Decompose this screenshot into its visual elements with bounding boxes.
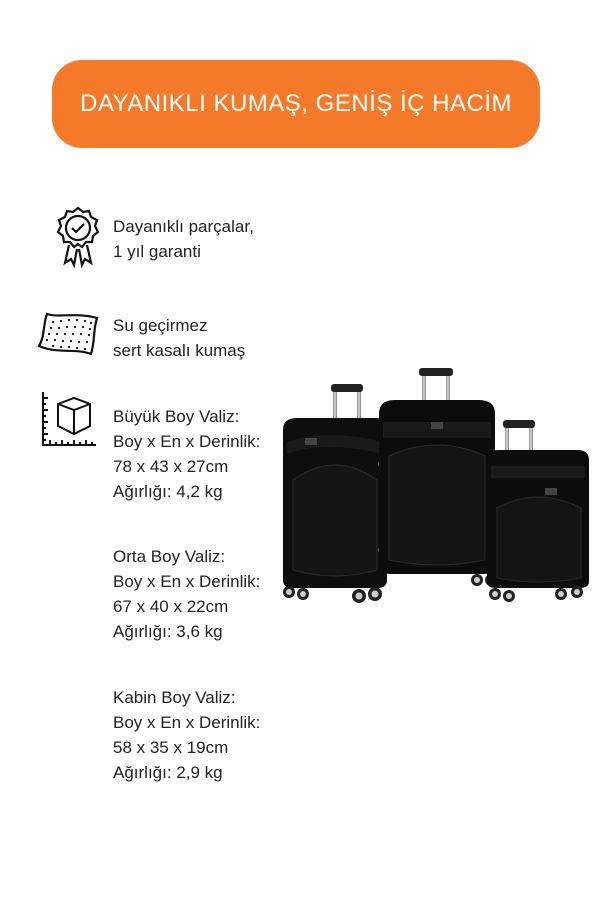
feature-fabric-text	[113, 313, 245, 363]
luggage-set-image	[265, 360, 595, 610]
large-suitcase-spec	[113, 404, 260, 504]
spec-title: Orta Boy Valiz:	[113, 547, 226, 566]
feature-line: Dayanıklı parçalar,	[113, 217, 254, 236]
spec-dimensions: 78 x 43 x 27cm	[113, 457, 229, 476]
spec-title: Kabin Boy Valiz:	[113, 688, 236, 707]
headline-banner	[52, 60, 540, 148]
spec-title: Büyük Boy Valiz:	[113, 407, 240, 426]
feature-line: Su geçirmez	[113, 316, 208, 335]
box-dimensions-icon	[38, 390, 98, 450]
spec-dimensions: 67 x 40 x 22cm	[113, 597, 229, 616]
spec-dimension-label: Boy x En x Derinlik:	[113, 432, 261, 451]
spec-dimension-label: Boy x En x Derinlik:	[113, 713, 261, 732]
spec-dimension-label: Boy x En x Derinlik:	[113, 572, 261, 591]
feature-warranty-text	[113, 214, 254, 264]
spec-weight: Ağırlığı: 4,2 kg	[113, 482, 223, 501]
spec-weight: Ağırlığı: 2,9 kg	[113, 763, 223, 782]
cabin-suitcase-spec	[113, 685, 260, 785]
spec-weight: Ağırlığı: 3,6 kg	[113, 622, 223, 641]
quality-badge-icon	[55, 205, 101, 269]
luggage-set-icon	[265, 360, 595, 610]
spec-dimensions: 58 x 35 x 19cm	[113, 738, 229, 757]
feature-line: 1 yıl garanti	[113, 242, 201, 261]
headline-text: DAYANIKLI KUMAŞ, GENİŞ İÇ HACİM	[79, 90, 513, 117]
cabin-suitcase	[487, 420, 589, 602]
medium-suitcase	[379, 368, 497, 586]
fabric-icon	[35, 308, 101, 360]
medium-suitcase-spec	[113, 544, 260, 644]
feature-line: sert kasalı kumaş	[113, 341, 246, 360]
large-suitcase	[283, 384, 387, 603]
